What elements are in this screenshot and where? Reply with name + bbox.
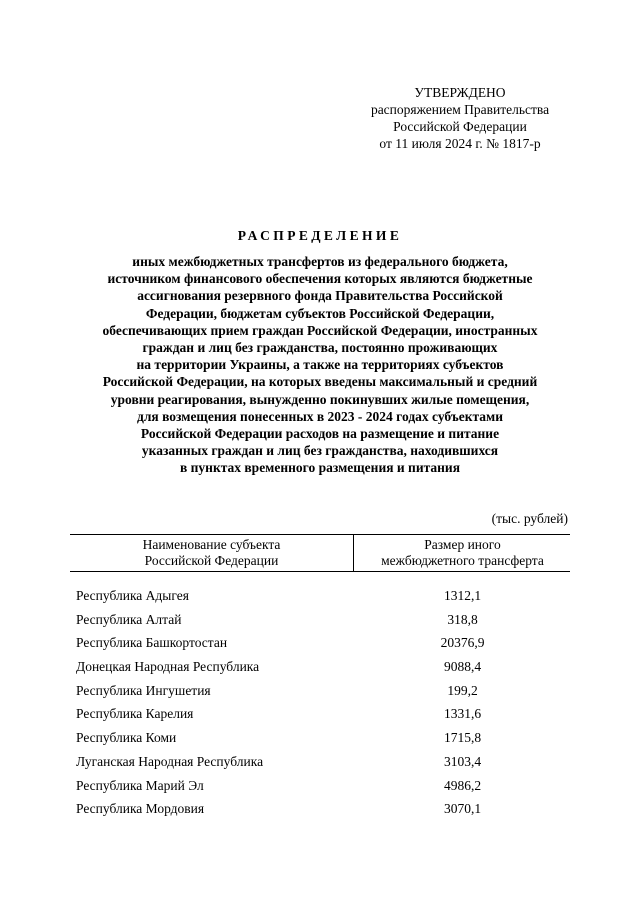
subtitle-line: Российской Федерации расходов на размещение и питание (140, 426, 500, 442)
subtitle-line: иных межбюджетных трансфертов из федерального бюджета, (132, 254, 508, 269)
table-row (70, 682, 570, 706)
document-subtitle (60, 253, 580, 477)
subtitle-line: уровни реагирования, вынужденно покинувших жилые помещения, (110, 391, 530, 407)
subtitle-line: для возмещения понесенных в 2023 - 2024 годах субъектами (136, 408, 504, 424)
transfer-amount: 3070,1 (443, 801, 482, 817)
subtitle-line: источником финансового обеспечения которых являются бюджетные (107, 271, 533, 287)
column-header-value (355, 535, 570, 571)
subtitle-line: граждан и лиц без гражданства, постоянно проживающих (142, 340, 498, 356)
region-name: Республика Коми (76, 730, 177, 746)
table-row (70, 753, 570, 777)
region-name: Донецкая Народная Республика (76, 659, 260, 675)
subtitle-line: Российской Федерации, на которых введены максимальный и средний (102, 374, 538, 390)
column-header-line: Размер иного (424, 537, 501, 552)
units-label: (тыс. рублей) (491, 511, 568, 526)
table-body (70, 587, 570, 824)
region-name: Республика Адыгея (76, 588, 189, 603)
subtitle-line: обеспечивающих прием граждан Российской Федерации, иностранных (102, 322, 538, 338)
column-header-line: Наименование субъекта (142, 537, 281, 552)
approval-line: УТВЕРЖДЕНО (414, 85, 506, 100)
transfer-amount: 1331,6 (443, 706, 482, 722)
subtitle-line: в пунктах временного размещения и питания (179, 460, 461, 476)
document-title: РАСПРЕДЕЛЕНИЕ (237, 228, 403, 243)
column-header-line: межбюджетного трансферта (381, 553, 544, 568)
approval-line: распоряжением Правительства (370, 102, 550, 117)
transfer-amount: 199,2 (447, 682, 478, 698)
table-header (70, 534, 570, 572)
table-row (70, 634, 570, 658)
table-row (70, 705, 570, 729)
table-row (70, 777, 570, 801)
transfer-amount: 4986,2 (443, 777, 482, 793)
region-name: Луганская Народная Республика (76, 753, 264, 769)
table-row (70, 658, 570, 682)
table-row (70, 611, 570, 635)
region-name: Республика Алтай (76, 611, 182, 627)
transfer-amount: 9088,4 (443, 659, 482, 675)
approval-stamp (340, 84, 580, 152)
region-name: Республика Ингушетия (76, 682, 211, 698)
table-row (70, 800, 570, 824)
transfer-amount: 20376,9 (440, 635, 485, 651)
subtitle-line: указанных граждан и лиц без гражданства, находившихся (141, 443, 499, 459)
column-header-name (70, 535, 354, 571)
subtitle-line: Федерации, бюджетам субъектов Российской Федерации, (145, 305, 495, 321)
transfer-amount: 318,8 (447, 611, 478, 627)
column-header-line: Российской Федерации (144, 553, 279, 568)
region-name: Республика Башкортостан (76, 635, 228, 651)
table-row (70, 729, 570, 753)
approval-line: Российской Федерации (393, 119, 527, 134)
region-name: Республика Карелия (76, 706, 194, 722)
transfer-amount: 1312,1 (443, 588, 482, 603)
transfer-amount: 3103,4 (443, 753, 482, 769)
region-name: Республика Марий Эл (76, 777, 204, 793)
region-name: Республика Мордовия (76, 801, 205, 817)
subtitle-line: ассигнования резервного фонда Правительства Российской (137, 288, 503, 304)
table-row (70, 587, 570, 611)
transfer-amount: 1715,8 (443, 730, 482, 746)
subtitle-line: на территории Украины, а также на территориях субъектов (136, 357, 504, 373)
approval-line: от 11 июля 2024 г. № 1817-р (379, 136, 541, 151)
